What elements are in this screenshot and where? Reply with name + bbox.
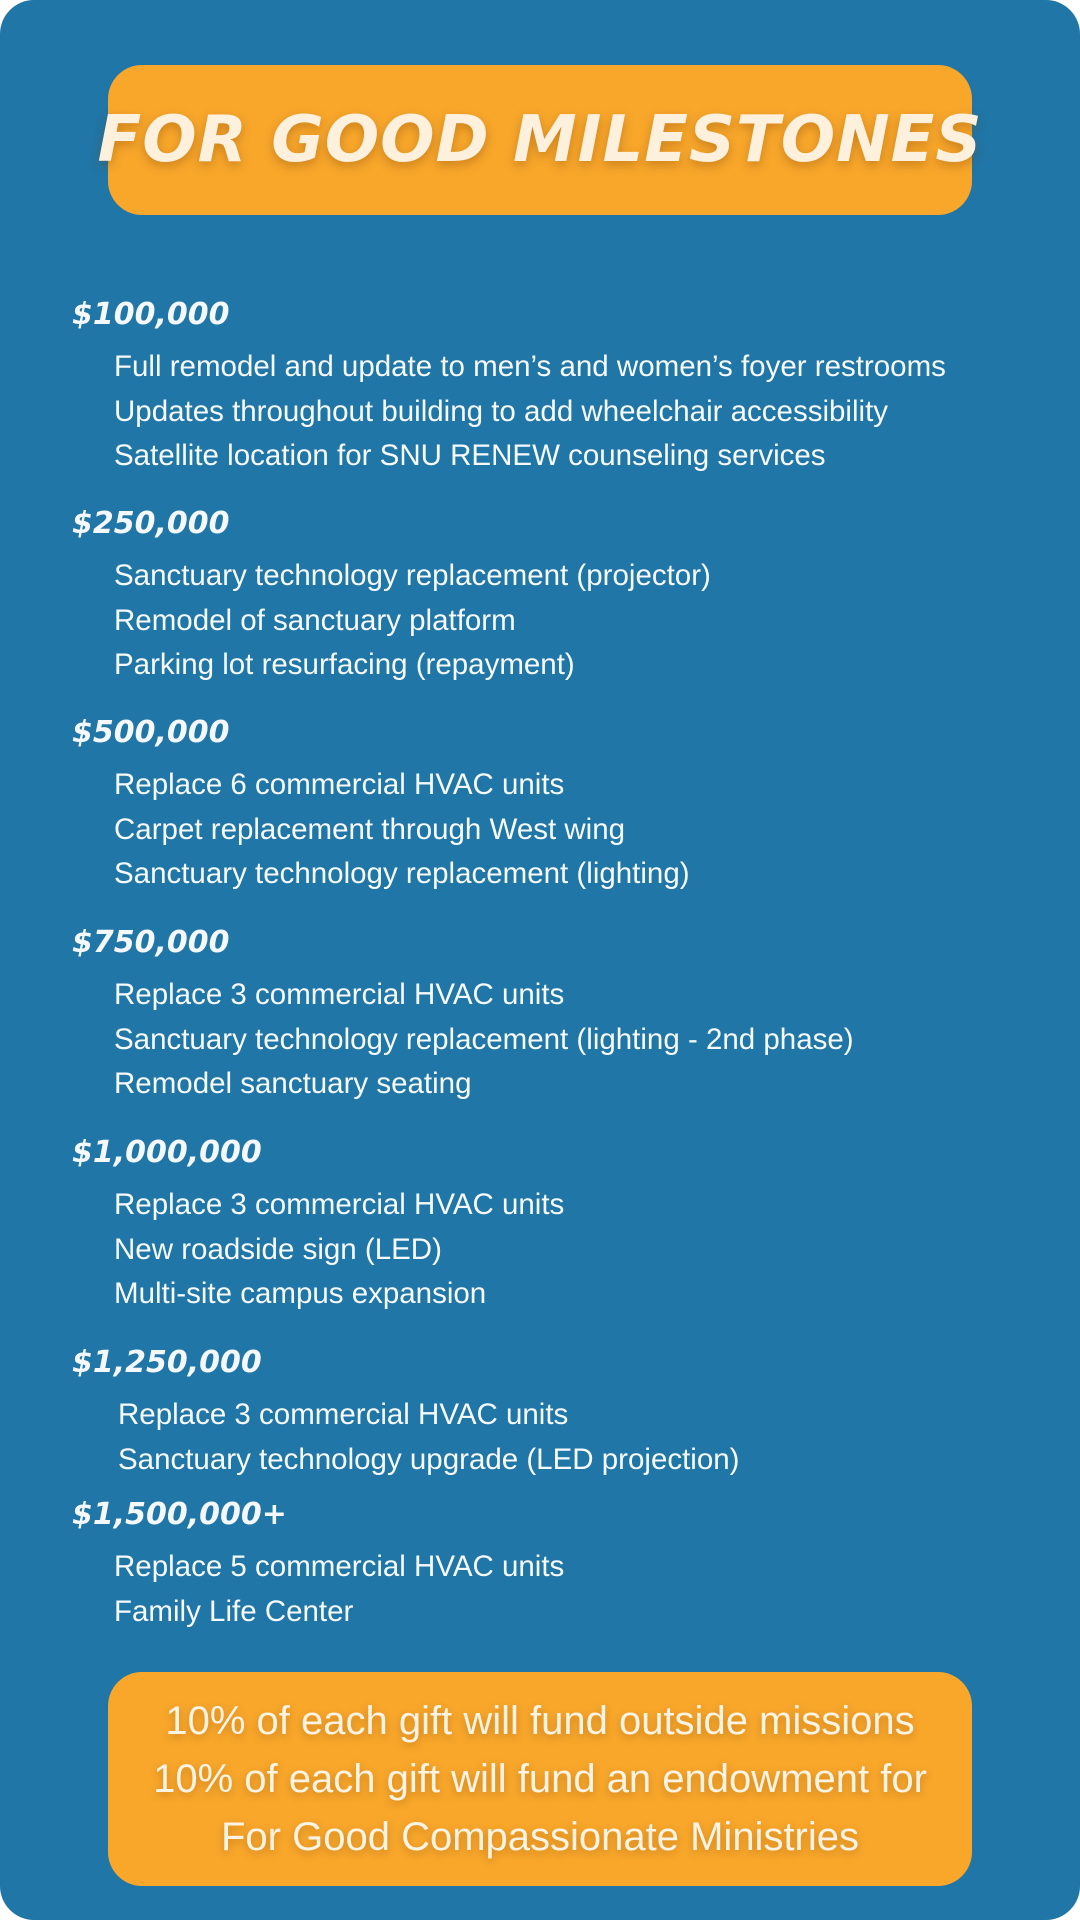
milestone-item: Replace 3 commercial HVAC units	[114, 1188, 565, 1221]
milestone-1-5m	[72, 1495, 1032, 1634]
milestone-1m	[72, 1133, 1032, 1317]
milestone-100k	[72, 295, 1032, 479]
milestone-item: Multi-site campus expansion	[114, 1277, 487, 1310]
milestone-amount: $1,250,000	[72, 1345, 262, 1380]
milestone-items	[72, 554, 1032, 688]
milestone-item: Parking lot resurfacing (repayment)	[114, 648, 575, 681]
milestone-item: Replace 5 commercial HVAC units	[114, 1550, 565, 1583]
milestone-items	[72, 345, 1032, 479]
page-title: FOR GOOD MILESTONES	[97, 103, 983, 177]
footer-line-ministries: For Good Compassionate Ministries	[220, 1815, 860, 1859]
milestone-item: Family Life Center	[114, 1594, 354, 1628]
footer-line-missions: 10% of each gift will fund outside missions	[165, 1699, 915, 1743]
milestone-1-25m	[72, 1343, 1032, 1482]
milestone-amount: $1,500,000+	[72, 1497, 287, 1532]
milestone-750k	[72, 923, 1032, 1107]
milestone-500k	[72, 713, 1032, 897]
milestone-items	[72, 973, 1032, 1107]
milestone-items	[72, 1183, 1032, 1317]
milestone-items	[72, 1545, 1032, 1634]
milestone-item: Replace 6 commercial HVAC units	[114, 768, 565, 801]
milestone-item: Satellite location for SNU RENEW counseling services	[114, 439, 826, 472]
milestone-item: Replace 3 commercial HVAC units	[114, 978, 565, 1011]
milestones-list	[72, 0, 1032, 1660]
milestone-items	[72, 1393, 1032, 1482]
milestone-item: Sanctuary technology upgrade (LED projection)	[118, 1442, 740, 1476]
milestone-item: New roadside sign (LED)	[114, 1232, 442, 1266]
milestone-amount: $1,000,000	[72, 1135, 262, 1170]
milestone-item: Remodel of sanctuary platform	[114, 603, 516, 637]
milestone-item: Remodel sanctuary seating	[114, 1067, 472, 1100]
footer-banner	[108, 1672, 972, 1886]
milestone-item: Sanctuary technology replacement (lighting)	[114, 857, 690, 890]
milestone-amount: $100,000	[72, 297, 230, 332]
milestone-item: Carpet replacement through West wing	[114, 812, 626, 846]
milestone-item: Sanctuary technology replacement (lighting - 2nd phase)	[114, 1022, 854, 1056]
milestone-amount: $750,000	[72, 925, 230, 960]
milestone-amount: $250,000	[72, 506, 230, 541]
milestone-item: Updates throughout building to add wheelchair accessibility	[114, 394, 889, 428]
milestone-items	[72, 763, 1032, 897]
milestone-item: Full remodel and update to men’s and women’s foyer restrooms	[114, 350, 946, 383]
footer-line-endowment: 10% of each gift will fund an endowment for	[153, 1757, 927, 1801]
milestone-amount: $500,000	[72, 715, 230, 750]
milestone-250k	[72, 504, 1032, 688]
milestone-item: Replace 3 commercial HVAC units	[118, 1398, 569, 1431]
milestone-item: Sanctuary technology replacement (projector)	[114, 559, 711, 592]
